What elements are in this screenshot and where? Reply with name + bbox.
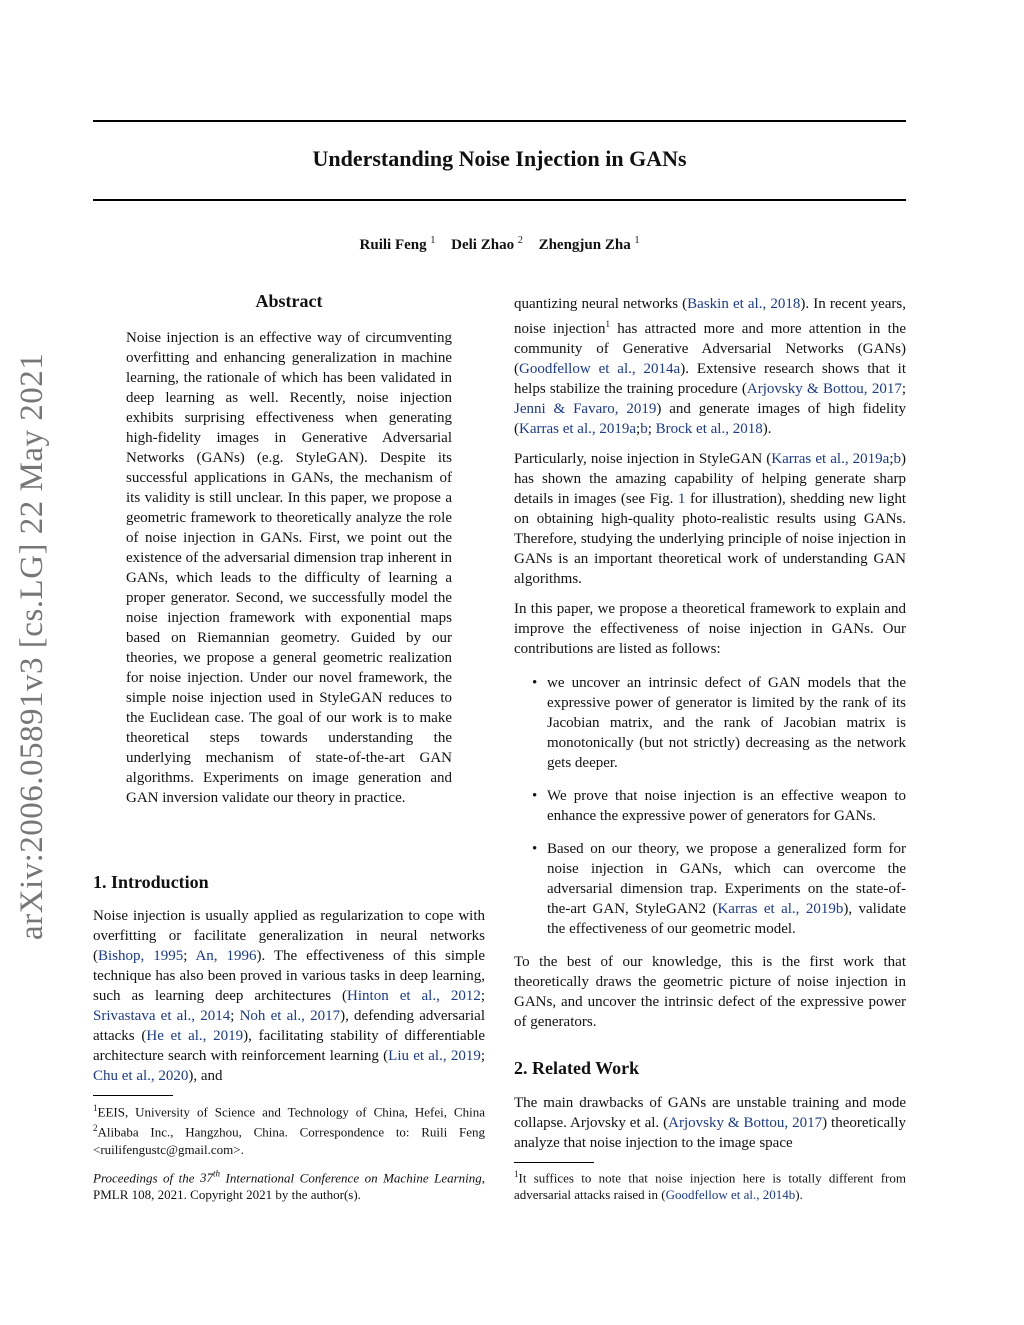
paragraph: To the best of our knowledge, this is the first work that theoretically draws the geometric picture of noise injection in GANs, and uncover the intrinsic defect of the expressive power of generators. xyxy=(514,954,906,1030)
right-column-body xyxy=(514,294,906,1032)
affiliation-footnote: $^1$EEIS, University of Science and Technology of China, Hefei, China $^2$Alibaba Inc., Hangzhou, China. Correspondence to: Ruili Feng <ruilifengustc@gmail.com>. xyxy=(93,1103,485,1157)
abstract-body: Noise injection is an effective way of circumventing overfitting and enhancing generalization in machine learning, the rationale of which has been validated in deep learning as well. Recently, noise injection exhibits surprising effectiveness when generating high-fidelity images in Generative Adversarial Networks (GANs) (e.g. StyleGAN). Despite its successful applications in GANs, the mechanism of its validity is still unclear. In this paper, we propose a geometric framework to theoretically analyze the role of noise injection in GANs. First, we point out the existence of the adversarial dimension trap inherent in GANs, which leads to the difficulty of learning a proper generator. Second, we successfully model the noise injection framework with exponential maps based on Riemannian geometry. Guided by our theories, we propose a general geometric realization for noise injection. Under our novel framework, the simple noise injection used in StyleGAN reduces to the Euclidean case. The goal of our work is to make theoretical steps towards understanding the underlying mechanism of state-of-the-art GAN algorithms. Experiments on image generation and GAN inversion validate our theory in practice. xyxy=(126,330,452,806)
title-rule-bottom xyxy=(93,199,906,201)
proceedings-notice: Proceedings of the 37th International Conference on Machine Learning, PMLR 108, 2021. Copyright 2021 by the author(s). xyxy=(93,1169,486,1203)
citation-link[interactable]: Hinton et al., 2012 xyxy=(347,988,481,1004)
citation-link[interactable]: Noh et al., 2017 xyxy=(239,1008,341,1024)
citation-link[interactable]: Arjovsky & Bottou, 2017 xyxy=(746,381,902,397)
abstract-heading: Abstract xyxy=(255,291,323,311)
citation-link[interactable]: Goodfellow et al., 2014a xyxy=(519,361,681,377)
author-list xyxy=(93,235,906,254)
paragraph: In this paper, we propose a theoretical framework to explain and improve the effectiveness of noise injection in GANs. Our contributions are listed as follows: xyxy=(514,601,906,657)
citation-link[interactable]: An, 1996 xyxy=(195,948,257,964)
list-item: • We prove that noise injection is an effective weapon to enhance the expressive power of generators for GANs. xyxy=(514,786,906,826)
citation-link[interactable]: Karras et al., 2019b xyxy=(717,901,844,917)
author: Zhengjun Zha $^1$ xyxy=(538,235,640,253)
citation-link[interactable]: Karras et al., 2019a xyxy=(519,421,637,437)
footnote-rule xyxy=(514,1162,594,1163)
citation-link[interactable]: He et al., 2019 xyxy=(146,1028,244,1044)
citation-link[interactable]: Baskin et al., 2018 xyxy=(687,296,801,312)
figure-link[interactable]: 1 xyxy=(677,491,686,507)
citation-link[interactable]: Srivastava et al., 2014 xyxy=(93,1008,231,1024)
citation-link[interactable]: Jenni & Favaro, 2019 xyxy=(514,401,657,417)
list-item: • we uncover an intrinsic defect of GAN models that the expressive power of generator is limited by the rank of its Jacobian matrix, and the rank of Jacobian matrix is monotonically (but not strictly) decreasing as the network gets deeper. xyxy=(514,673,906,773)
author: Ruili Feng $^1$ xyxy=(359,235,436,253)
citation-link[interactable]: Arjovsky & Bottou, 2017 xyxy=(668,1115,823,1131)
citation-link[interactable]: b xyxy=(640,421,648,437)
citation-link[interactable]: Chu et al., 2020 xyxy=(93,1068,189,1084)
related-work-body: The main drawbacks of GANs are unstable training and mode collapse. Arjovsky et al. (Arjovsky & Bottou, 2017) theoretically analyze that noise injection to the image space xyxy=(514,1095,907,1151)
citation-link[interactable]: Liu et al., 2019 xyxy=(388,1048,481,1064)
footnote: $^1$It suffices to note that noise injection here is totally different from adversarial attacks raised in (Goodfellow et al., 2014b). xyxy=(514,1169,906,1203)
introduction-body: Noise injection is usually applied as regularization to cope with overfitting or facilitate generalization in neural networks (Bishop, 1995; An, 1996). The effectiveness of this simple technique has also been proved in various tasks in deep learning, such as learning deep architectures (Hinton et al., 2012; Srivastava et al., 2014; Noh et al., 2017), defending adversarial attacks (He et al., 2019), facilitating stability of differentiable architecture search with reinforcement learning (Liu et al., 2019; Chu et al., 2020), and xyxy=(93,908,486,1084)
citation-link[interactable]: Karras et al., 2019a xyxy=(771,451,890,467)
paragraph: quantizing neural networks (Baskin et al., 2018). In recent years, noise injection$^1$ has attracted more and more attention in the community of Generative Adversarial Networks (GANs) (Goodfellow et al., 2014a). Extensive research shows that it helps stabilize the training procedure (Arjovsky & Bottou, 2017; Jenni & Favaro, 2019) and generate images of high fidelity (Karras et al., 2019a;b; Brock et al., 2018). xyxy=(514,296,907,437)
introduction-heading: 1. Introduction xyxy=(93,872,209,892)
title-rule-top xyxy=(93,120,906,122)
citation-link[interactable]: Bishop, 1995 xyxy=(98,948,184,964)
contribution-list xyxy=(514,673,906,939)
list-item: • Based on our theory, we propose a generalized form for noise injection in GANs, which can overcome the adversarial dimension trap. Experiments on the state-of-the-art GAN, StyleGAN2 (Karras et al., 2019b), validate the effectiveness of our geometric model. xyxy=(514,839,906,939)
paragraph: Particularly, noise injection in StyleGAN (Karras et al., 2019a;b) has shown the amazing capability of helping generate sharp details in images (see Fig. 1 for illustration), shedding new light on obtaining high-quality photo-realistic results using GANs. Therefore, studying the underlying principle of noise injection in GANs is an important theoretical work of understanding GAN algorithms. xyxy=(514,451,907,587)
author: Deli Zhao $^2$ xyxy=(451,235,523,253)
related-work-heading: 2. Related Work xyxy=(514,1058,640,1078)
citation-link[interactable]: Brock et al., 2018 xyxy=(655,421,763,437)
arxiv-watermark: arXiv:2006.05891v3 [cs.LG] 22 May 2021 xyxy=(14,352,50,940)
citation-link[interactable]: b xyxy=(893,451,901,467)
paper-title: Understanding Noise Injection in GANs xyxy=(312,146,687,171)
footnote-rule xyxy=(93,1095,173,1096)
citation-link[interactable]: Goodfellow et al., 2014b xyxy=(665,1187,796,1203)
